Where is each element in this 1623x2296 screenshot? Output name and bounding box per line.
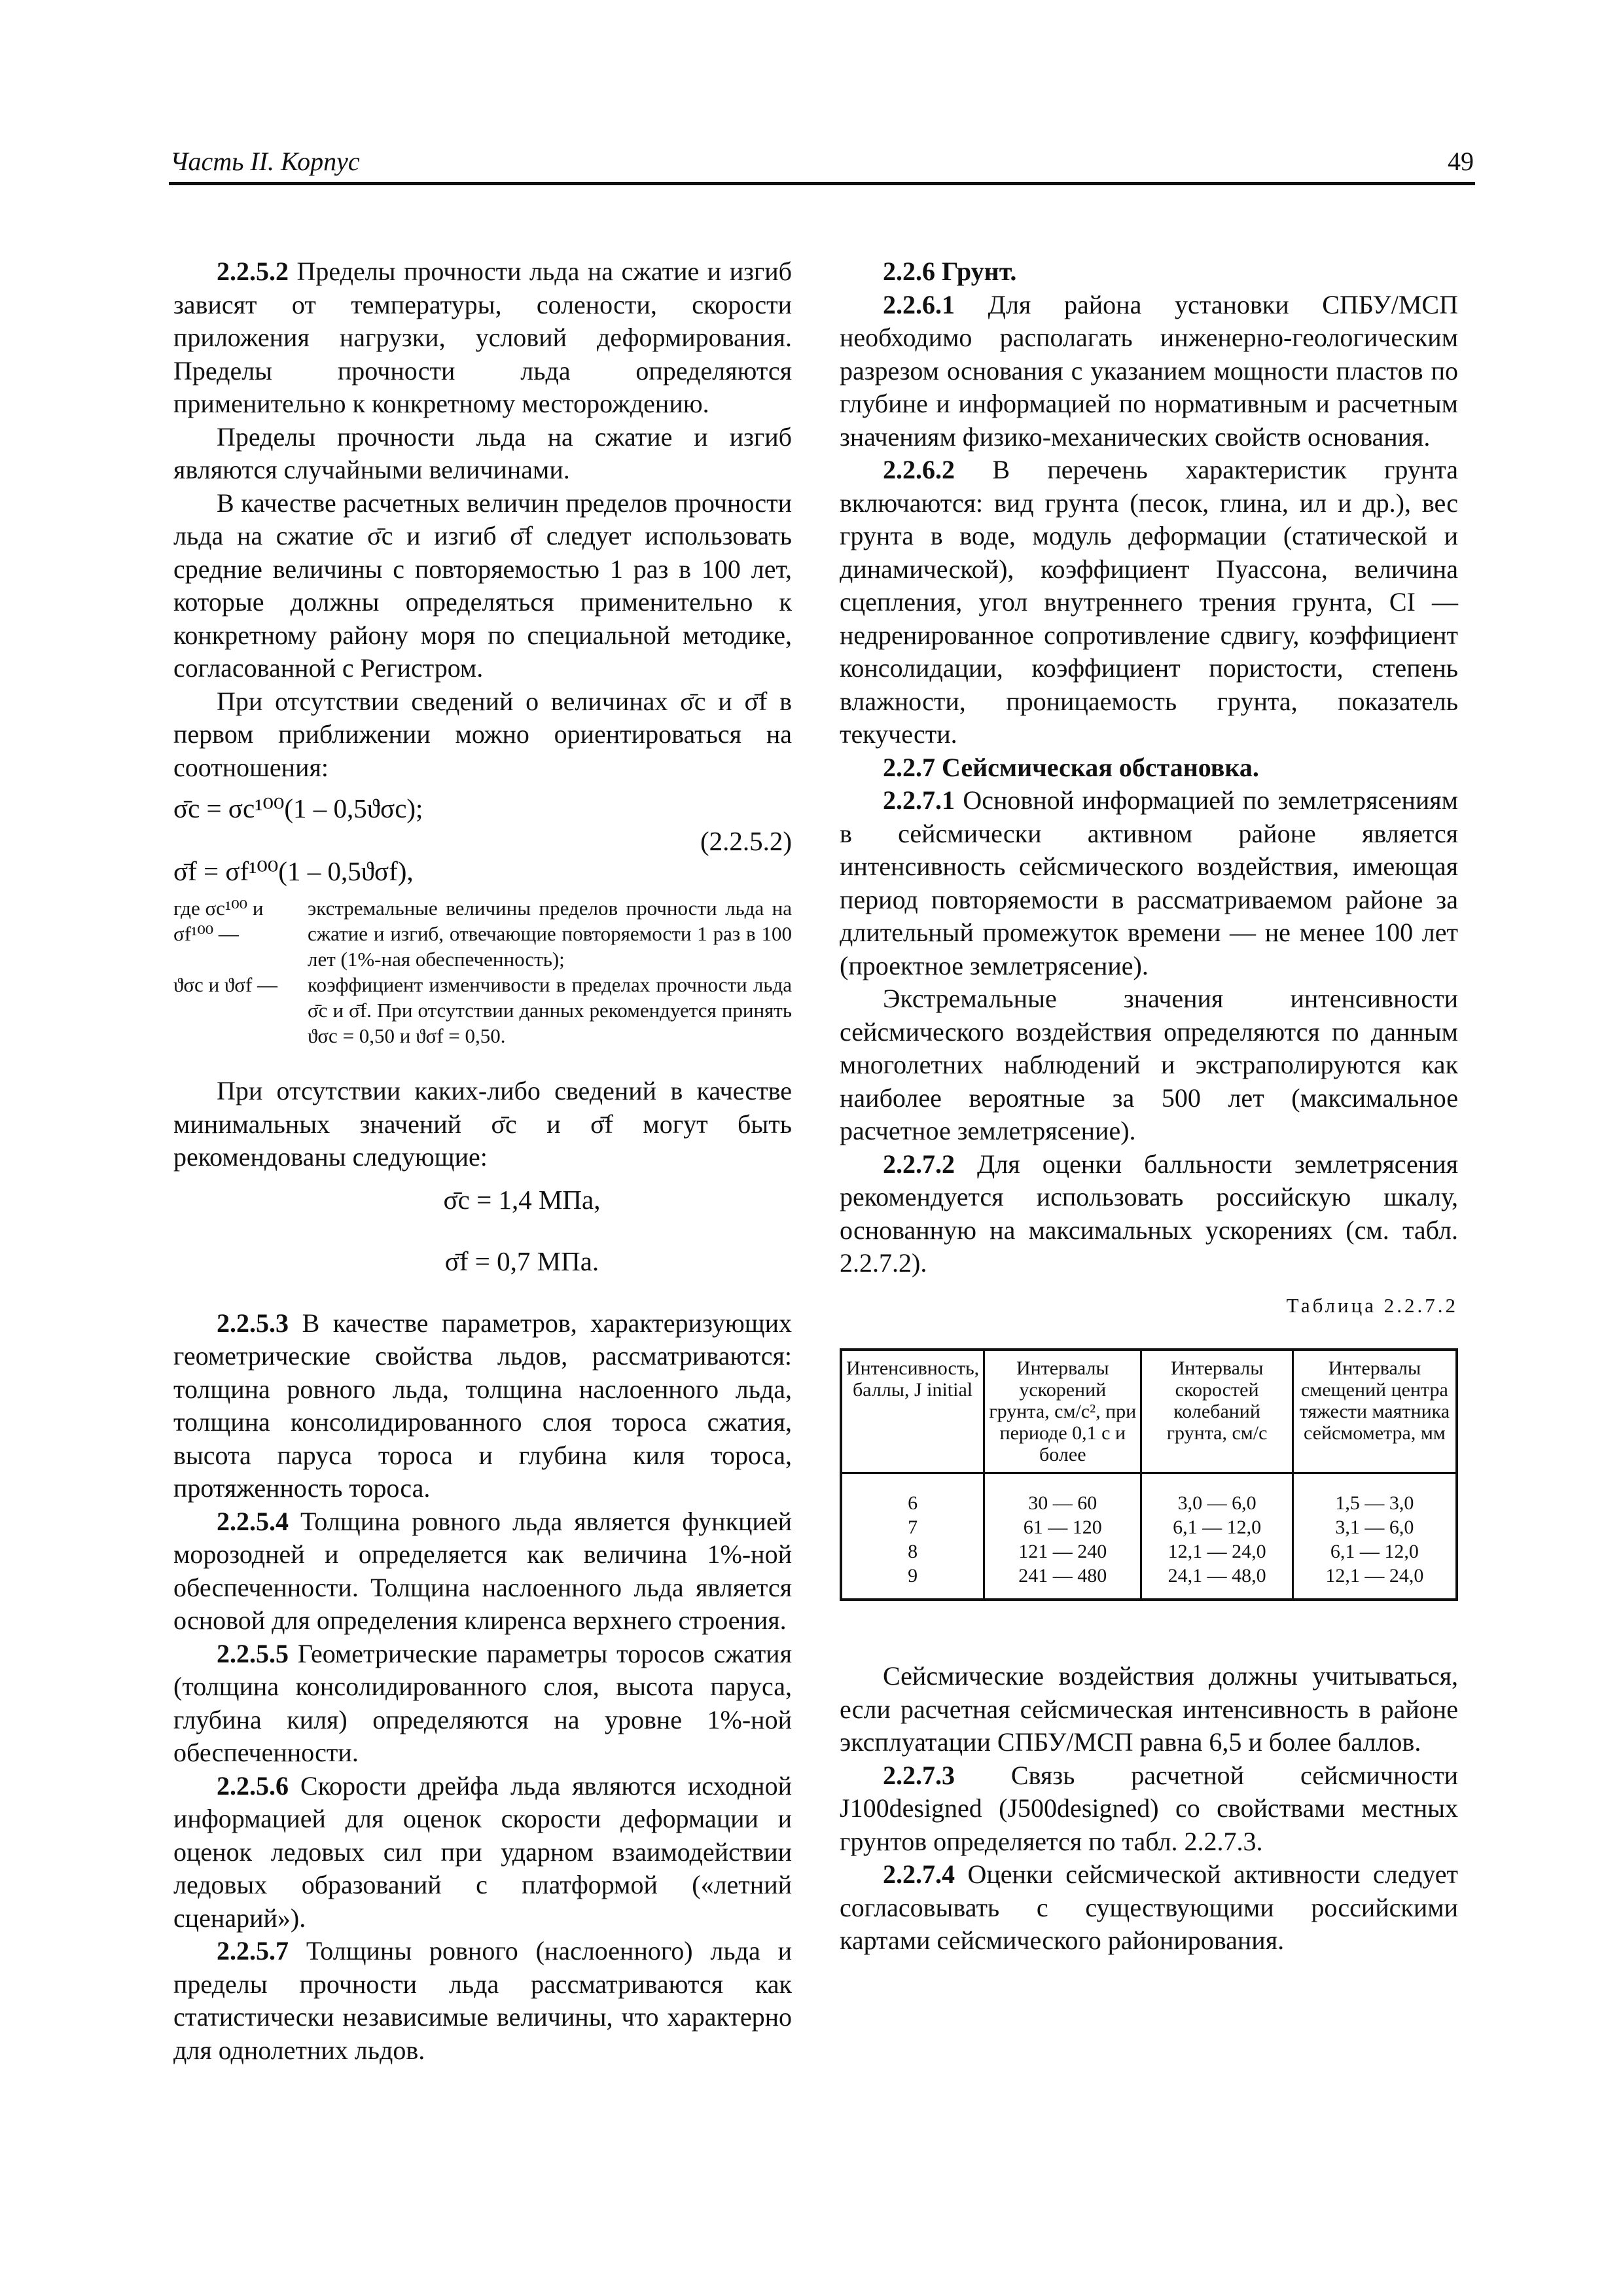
page-number: 49 xyxy=(1448,147,1474,176)
clause-number: 2.2.6.2 xyxy=(883,455,955,484)
formula-notes xyxy=(173,895,792,1049)
paragraph: В качестве расчетных величин пределов прочности льда на сжатие σ̄c и изгиб σ̄f следует использовать средние величины с повторяемостью 1 раз в 100 лет, которые должны определяться применительно к конкретному району моря по специальной методике, согласованной с Регистром. xyxy=(173,488,792,683)
clause-number: 2.2.7.4 xyxy=(883,1859,955,1889)
table-row xyxy=(841,1539,1457,1564)
column-header: Интервалы смещений центра тяжести маятника сейсмометра, мм xyxy=(1293,1350,1457,1473)
clause-number: 2.2.7.2 xyxy=(883,1149,955,1179)
column-header: Интервалы скоростей колебаний грунта, см/с xyxy=(1141,1350,1293,1473)
table-cell: 121 — 240 xyxy=(984,1539,1141,1564)
note-row xyxy=(173,972,792,1049)
clause-number: 2.2.5.7 xyxy=(217,1936,289,1965)
seismic-intensity-table xyxy=(840,1348,1458,1601)
paragraph: 2.2.5.7 Толщины ровного (наслоенного) льда и пределы прочности льда рассматриваются как статистически независимые величины, что характерно для однолетних льдов. xyxy=(173,1936,792,2065)
note-text: экстремальные величины пределов прочности льда на сжатие и изгиб, отвечающие повторяемости 1 раз в 100 лет (1%-ная обеспеченность); xyxy=(308,897,792,971)
paragraph: При отсутствии сведений о величинах σ̄c и σ̄f в первом приближении можно ориентироваться на соотношения: xyxy=(173,686,792,782)
note-symbol: ϑσc и ϑσf — xyxy=(173,973,278,996)
formula-line: σ̄c = σc¹⁰⁰(1 – 0,5ϑσc); xyxy=(173,793,423,823)
paragraph: 2.2.7.2 Для оценки балльности землетрясения рекомендуется использовать российскую шкалу, основанную на максимальных ускорениях (см. табл. 2.2.7.2). xyxy=(840,1149,1458,1278)
paragraph: 2.2.5.2 Пределы прочности льда на сжатие и изгиб зависят от температуры, солености, скорости приложения нагрузки, условий деформирования. Пределы прочности льда определяются применительно к конкретному месторождению. xyxy=(173,257,792,418)
formula-line: σ̄f = σf¹⁰⁰(1 – 0,5ϑσf), xyxy=(173,856,414,886)
header-title: Часть II. Корпус xyxy=(170,147,360,176)
equation: σ̄c = 1,4 МПа, xyxy=(443,1184,601,1215)
paragraph: 2.2.7.4 Оценки сейсмической активности следует согласовывать с существующими российскими картами сейсмического районирования. xyxy=(840,1859,1458,1955)
clause-number: 2.2.5.4 xyxy=(217,1506,289,1536)
paragraph: 2.2.6.1 Для района установки СПБУ/МСП необходимо располагать инженерно-геологическим разрезом основания с указанием мощности пластов по глубине и информацией по нормативным и расчетным значениям физико-механических свойств основания. xyxy=(840,289,1458,452)
column-header: Интенсивность, баллы, J initial xyxy=(841,1350,984,1473)
table-cell: 6,1 — 12,0 xyxy=(1293,1539,1457,1564)
table-cell: 1,5 — 3,0 xyxy=(1293,1473,1457,1516)
note-symbol: где σc¹⁰⁰ и σf¹⁰⁰ — xyxy=(173,897,264,945)
left-column xyxy=(173,255,792,2067)
table-cell: 3,0 — 6,0 xyxy=(1141,1473,1293,1516)
paragraph: 2.2.7.3 Связь расчетной сейсмичности J100designed (J500designed) со свойствами местных грунтов определяется по табл. 2.2.7.3. xyxy=(840,1760,1458,1856)
formula-block xyxy=(173,792,792,890)
equation: σ̄f = 0,7 МПа. xyxy=(444,1246,599,1276)
clause-number: 2.2.6.1 xyxy=(883,289,955,319)
clause-number: 2.2.5.5 xyxy=(217,1638,289,1668)
table-header-row xyxy=(841,1350,1457,1473)
clause-number: 2.2.5.6 xyxy=(217,1770,289,1801)
table-cell: 7 xyxy=(841,1515,984,1539)
table-cell: 12,1 — 24,0 xyxy=(1141,1539,1293,1564)
paragraph: 2.2.5.6 Скорости дрейфа льда являются исходной информацией для оценок скорости деформации и оценок ледовых сил при ударном взаимодействии ледовых образований с платформой («летний сценарий»). xyxy=(173,1770,792,1933)
clause-number: 2.2.5.2 xyxy=(217,257,289,286)
paragraph: 2.2.5.5 Геометрические параметры торосов сжатия (толщина консолидированного слоя, высота паруса, глубина киля) определяются на уровне 1%-ной обеспеченности. xyxy=(173,1638,792,1767)
section-heading: 2.2.6 Грунт. xyxy=(883,257,1017,286)
paragraph: 2.2.5.3 В качестве параметров, характеризующих геометрические свойства льдов, рассматриваются: толщина ровного льда, толщина наслоенного льда, толщина консолидированного слоя тороса сжатия, высота паруса тороса и глубина киля тороса, протяженность тороса. xyxy=(173,1308,792,1503)
table-cell: 6 xyxy=(841,1473,984,1516)
paragraph: Сейсмические воздействия должны учитываться, если расчетная сейсмическая интенсивность в районе эксплуатации СПБУ/МСП равна 6,5 и более баллов. xyxy=(840,1661,1458,1757)
formula-number: (2.2.5.2) xyxy=(700,826,792,856)
table-cell: 9 xyxy=(841,1564,984,1600)
note-text: коэффициент изменчивости в пределах прочности льда σ̄c и σ̄f. При отсутствии данных рекомендуется принять ϑσc = 0,50 и ϑσf = 0,50. xyxy=(308,973,792,1047)
table-cell: 3,1 — 6,0 xyxy=(1293,1515,1457,1539)
clause-number: 2.2.5.3 xyxy=(217,1308,289,1338)
table-cell: 24,1 — 48,0 xyxy=(1141,1564,1293,1600)
right-column xyxy=(840,255,1458,1958)
table-row xyxy=(841,1515,1457,1539)
table-row xyxy=(841,1564,1457,1600)
section-heading: 2.2.7 Сейсмическая обстановка. xyxy=(883,752,1259,782)
table-cell: 30 — 60 xyxy=(984,1473,1141,1516)
paragraph: 2.2.7.1 Основной информацией по землетрясениям в сейсмически активном районе является интенсивность сейсмического воздействия, имеющая период повторяемости в рассматриваемом районе за длительный промежуток времени — не менее 100 лет (проектное землетрясение). xyxy=(840,785,1458,980)
paragraph: Пределы прочности льда на сжатие и изгиб являются случайными величинами. xyxy=(173,422,792,484)
table-cell: 6,1 — 12,0 xyxy=(1141,1515,1293,1539)
clause-number: 2.2.7.3 xyxy=(883,1760,955,1790)
table-cell: 241 — 480 xyxy=(984,1564,1141,1600)
paragraph: 2.2.6.2 В перечень характеристик грунта включаются: вид грунта (песок, глина, ил и др.), вес грунта в воде, модуль деформации (статической и динамической), коэффициент Пуассона, величина сцепления, угол внутреннего трения грунта, CI — недренированное сопротивление сдвигу, коэффициент консолидации, коэффициент пористости, степень влажности, проницаемость грунта, показатель текучести. xyxy=(840,455,1458,749)
clause-number: 2.2.7.1 xyxy=(883,785,955,815)
paragraph: Экстремальные значения интенсивности сейсмического воздействия определяются по данным многолетних наблюдений и экстраполируются как наиболее вероятные за 500 лет (максимальное расчетное землетрясение). xyxy=(840,984,1458,1145)
note-row xyxy=(173,895,792,972)
paragraph: При отсутствии каких-либо сведений в качестве минимальных значений σ̄c и σ̄f могут быть рекомендованы следующие: xyxy=(173,1076,792,1172)
table-cell: 61 — 120 xyxy=(984,1515,1141,1539)
table-cell: 8 xyxy=(841,1539,984,1564)
table-caption: Таблица 2.2.7.2 xyxy=(1286,1293,1458,1317)
paragraph: 2.2.5.4 Толщина ровного льда является функцией морозодней и определяется как величина 1%-ной обеспеченности. Толщина наслоенного льда является основой для определения клиренса верхнего строения. xyxy=(173,1506,792,1635)
running-header xyxy=(169,145,1475,185)
column-header: Интервалы ускорений грунта, см/с², при периоде 0,1 с и более xyxy=(984,1350,1141,1473)
table-row xyxy=(841,1473,1457,1516)
table-cell: 12,1 — 24,0 xyxy=(1293,1564,1457,1600)
